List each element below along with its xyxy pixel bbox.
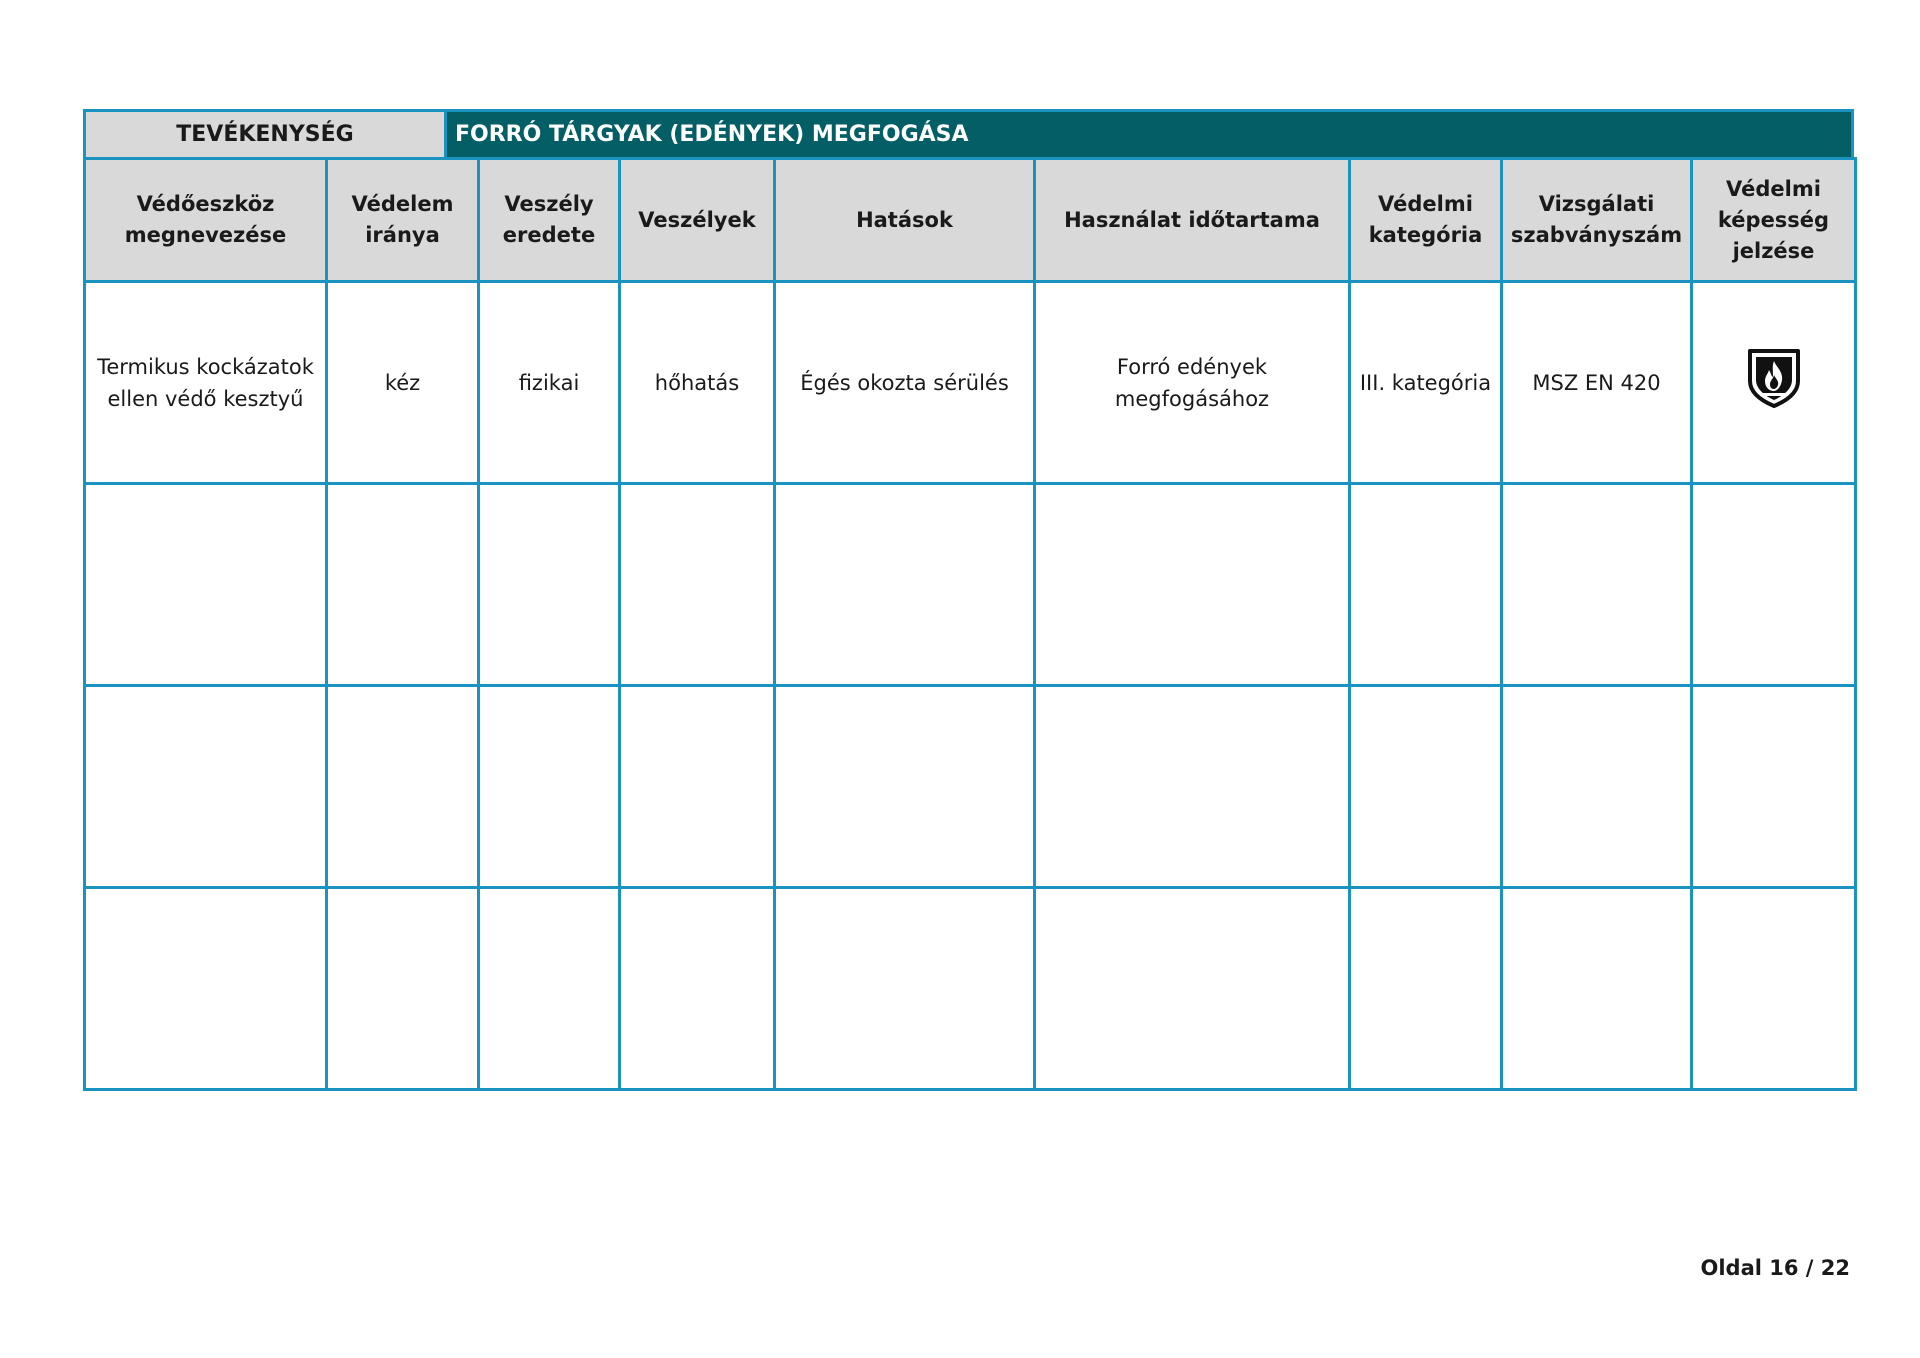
header-protection-direction: Védelem iránya (327, 159, 479, 282)
cell-protection-direction[interactable] (327, 686, 479, 888)
cell-usage-duration[interactable] (1035, 484, 1350, 686)
header-protection-category: Védelmi kategória (1350, 159, 1502, 282)
table-row (85, 282, 1856, 484)
cell-usage-duration[interactable] (1035, 888, 1350, 1090)
cell-hazards[interactable] (620, 888, 775, 1090)
cell-effects[interactable] (775, 888, 1035, 1090)
cell-equipment-name[interactable] (85, 686, 327, 888)
cell-test-standard[interactable] (1502, 888, 1692, 1090)
heat-flame-shield-icon (1746, 347, 1802, 409)
cell-protection-direction: kéz (327, 282, 479, 484)
cell-capability-marking (1692, 282, 1856, 484)
cell-hazards[interactable] (620, 686, 775, 888)
cell-equipment-name[interactable] (85, 888, 327, 1090)
table-row (85, 888, 1856, 1090)
activity-label: TEVÉKENYSÉG (86, 112, 447, 157)
cell-protection-category: III. kategória (1350, 282, 1502, 484)
ppe-sheet (83, 109, 1854, 1091)
header-capability-marking: Védelmi képesség jelzése (1692, 159, 1856, 282)
table-row (85, 686, 1856, 888)
cell-protection-direction[interactable] (327, 484, 479, 686)
cell-hazards: hőhatás (620, 282, 775, 484)
table-row (85, 484, 1856, 686)
cell-test-standard[interactable] (1502, 484, 1692, 686)
header-equipment-name: Védőeszköz megnevezése (85, 159, 327, 282)
cell-hazard-origin: fizikai (479, 282, 620, 484)
cell-capability-marking[interactable] (1692, 888, 1856, 1090)
cell-hazard-origin[interactable] (479, 686, 620, 888)
cell-hazard-origin[interactable] (479, 484, 620, 686)
cell-usage-duration[interactable] (1035, 686, 1350, 888)
cell-equipment-name[interactable] (85, 484, 327, 686)
cell-test-standard: MSZ EN 420 (1502, 282, 1692, 484)
cell-protection-category[interactable] (1350, 686, 1502, 888)
cell-capability-marking[interactable] (1692, 484, 1856, 686)
activity-value: FORRÓ TÁRGYAK (EDÉNYEK) MEGFOGÁSA (447, 112, 1851, 157)
header-usage-duration: Használat időtartama (1035, 159, 1350, 282)
cell-capability-marking[interactable] (1692, 686, 1856, 888)
activity-row (83, 109, 1854, 157)
cell-effects[interactable] (775, 484, 1035, 686)
table-header-row (85, 159, 1856, 282)
header-test-standard: Vizsgálati szabványszám (1502, 159, 1692, 282)
cell-equipment-name: Termikus kockázatok ellen védő kesztyű (85, 282, 327, 484)
header-hazard-origin: Veszély eredete (479, 159, 620, 282)
cell-hazard-origin[interactable] (479, 888, 620, 1090)
header-hazards: Veszélyek (620, 159, 775, 282)
cell-protection-category[interactable] (1350, 484, 1502, 686)
cell-usage-duration: Forró edények megfogásához (1035, 282, 1350, 484)
cell-hazards[interactable] (620, 484, 775, 686)
header-effects: Hatások (775, 159, 1035, 282)
cell-test-standard[interactable] (1502, 686, 1692, 888)
cell-protection-category[interactable] (1350, 888, 1502, 1090)
page-number: Oldal 16 / 22 (1700, 1256, 1850, 1280)
cell-protection-direction[interactable] (327, 888, 479, 1090)
ppe-table (83, 157, 1857, 1091)
cell-effects[interactable] (775, 686, 1035, 888)
cell-effects: Égés okozta sérülés (775, 282, 1035, 484)
